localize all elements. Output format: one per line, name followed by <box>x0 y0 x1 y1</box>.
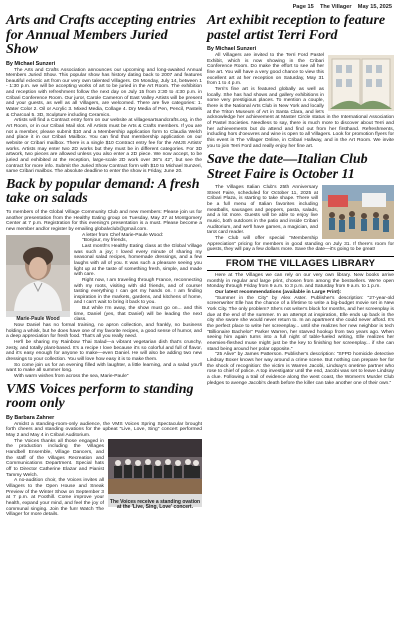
photo-caption: Marie-Paule Wood <box>16 315 60 322</box>
paragraph: A letter from Chef Marie-Paule Wood: <box>82 232 164 238</box>
street-faire-photo <box>322 185 394 239</box>
article-vms-voices <box>6 383 202 518</box>
page-number: Page 15 <box>292 4 314 10</box>
paragraph: Terri's fine art is featured globally as well as locally. She has had shows and gallery exhibitions in some very prestigious places. To mention a couple, there is the National Arts Club in New York and locally at the Triton Museum of Art in Santa Clara, and let's acknowledge her achievement at Master Circle status in the International Association of Pastel Societies. Needless to say, there is much more to discover about Terri and her achievements but do attend and find out from her firsthand. Refreshments, including hors d'oeuvres and wine is open to all Villagers. Look for promotion flyers for this event in The Villager Online, in Cribari Hallway, and in the Art Room. We invite you to join Terri Ford and really enjoy her fine art. <box>207 86 394 149</box>
paragraph: The Arts and Crafts Association announces our upcoming and long-awaited Annual Members Juried Show. This popular show has history dating back to 2007 and features beautiful eclectic art from our very own talented Villagers. On Monday, July 14, between 1 - 1:30 p.m. we will be accepting works of art to be juried in the Art Room. The exhibition and reception with refreshment follow the next day on July 15 from 2:30 to 4:30 p.m. in Cribari Conference Room. Our juror, Carole Cameron of East Valley Artists will be present and your guests, as well as all Villagers, are welcomed. There are five categories: 1. Water Color 2. Oil or Acrylic 3. Mixed Media, Collage 4. Dry Media of Pen, Pencil, Pastels & Charcoal 5. 3D, Sculpture including Ceramics. <box>6 67 202 118</box>
headline-vms-voices: VMS Voices perform to standing room only <box>6 381 194 412</box>
paragraph: But while I'm away, the show must go on... and this time, Daniel (yes, that Daniel) will be leading the next class. <box>74 306 202 323</box>
choir-image <box>108 439 202 494</box>
paragraph: All Villagers are invited to the Terri Ford Pastel Exhibit, which is now showing in the Cribari Conference Room. Do make the effort to see all her fine art. You will have a very good chance to view this excellent art at her reception on Saturday, May 31 from 1 to 4 p.m. <box>207 53 324 87</box>
painting-image <box>328 55 394 111</box>
headline-art-exhibit: Art exhibit reception to feature pastel artist Terri Ford <box>207 13 386 43</box>
page-header <box>293 4 392 10</box>
paragraph: To members of the Global Village Community Club and new members: Please join us for another presentation from the Healthy Eating group on Tuesday, May 27 at Montgomery Center at 7 p.m. Registration for this evening's presentation is a must. Please become a new member and/or register by emailing globalvclub@gmail.com. <box>6 209 202 232</box>
pastel-painting-photo <box>328 55 394 111</box>
paragraph: He'll be sharing my Rainbow Thai Salad—a vibrant vegetarian dish that's crunchy, zesty, and totally plant-based. It's a recipe I love because it's so colorful and full of flavor, and it's easy enough for anyone to make—even Daniel. He will also be adding two new dressings to your collection. You will love how easy it is to make them. <box>6 340 202 363</box>
paragraph: Now Daniel has no formal training, no apron collection, and frankly, no business holding a whisk, but he does have one of my favorite recipes, a good sense of humor, and a deep appreciation for fresh food. That's all you really need. <box>6 323 202 340</box>
paragraph: Amidst a standing-room-only audience, the VMS Voices Spring Spectacular brought forth cheers and standing ovations for the upbeat "Live, Love, Sing" concert performed May 2 and May 4 in Cribari Auditorium. <box>6 421 202 438</box>
paragraph: A no-audition choir, the Voices invites all Villagers to the Open House and Sneak Preview of the Winter Show on September 3 at 7 p.m. at Foothill. Come improve your health, expand your mind, and feel the joy of communal singing. Join the fun! Watch The Villager for more details. <box>6 478 104 518</box>
paragraph: The Villages Italian Club's 25th Anniversary Street Faire, scheduled for October 11, 2025 at Cribari Plaza, is starting to take shape. There will be a full menu of Italian favorites including meatballs, sausages and peppers, pasta, salads, and a lot more. Guests will be able to enjoy live music, both outdoors in the patio and inside Cribari Auditorium, and we'll have games, a magician, and tarot card reader. <box>207 185 318 236</box>
headline-arts-crafts: Arts and Crafts accepting entries for Annual Members Juried Show <box>6 13 196 57</box>
paragraph: The Voices thanks all those engaged in the production including the Villages Handbell Ensemble, Village Dancers, and the staff of the Villages Recreation and Communications Department. Special hats off to Director Catherine Elazar and Pianist Tammy Welch. <box>6 438 104 478</box>
issue-date: May 15, 2025 <box>357 4 392 10</box>
byline: By Michael Sunzeri <box>6 60 56 67</box>
paragraph: Artists will find a Contract entry form on our website at villagesartsandcrafts.org, in the Art Room, or in our Cribari Mail slot. All Artists must be Arts & Crafts members. If you are not a member, please submit $10 and a Membership application form to Claudia Welch and place it in our Cribari Mailbox. You can find that membership application on our website or Cribari mailbox. There is a single $10 Contract entry fee for the AMJS Artists' works. Artists may enter two 2D works but they must be in different categories. For 3D artwork, two pieces are allowed unless you also enter a 2D piece. We now accept, to be juried and exhibited at the reception, large-scale 2D work over 36"x 42", but see the contract for more info. Submit the Juried Show Contract form with $10 to Michael Sunzeri, same Cribari mailbox. The absolute deadline to enter the show is Friday, June 20. <box>6 118 202 175</box>
headline-italian-club: Save the date—Italian Club Street Faire is October 11 <box>207 152 368 182</box>
article-salads <box>6 178 202 380</box>
left-column <box>6 12 202 518</box>
chef-portrait-image <box>6 235 70 311</box>
paragraph: So come join us for an evening filled with laughter, a little learning, and a salad you'll want to make all summer long. <box>6 362 202 374</box>
paragraph: "25 Alive" by James Patterson. Publisher's description: "SFPD homicide detective Lindsay Boxer knows her way around a crime scene. But nothing can prepare her for the shock of recognition: the victim is Warren Jacobi, Lindsay's onetime partner who rose to chief of police. A top investigator until the end, Jacobi was set to leave Lindsay a clue. Following a trail of evidence along the west coast, the Women's Murder Club pledges to avenge Jacobi's death before the killer can take another one of their own." <box>207 352 394 386</box>
paragraph: The Club will offer special "Membership Appreciation" pricing for members in good standing on July 31. If there's room for guests, they will pay a few dollars more. Save the date—it's going to be great! <box>207 236 394 253</box>
byline: By Barbara Zahner <box>6 414 55 421</box>
photo-caption: The Voices receive a standing ovation at the 'Live, Sing, Love' concert. <box>109 498 201 511</box>
byline: By Michael Sunzeri <box>207 46 257 52</box>
paragraph: "Summer in the City" by Alex Aster. Publisher's description: "27-year-old screenwriter Elle has the chance of a lifetime to write a big-budget movie set in New York City. The only problem? She's not writer's block for months, and her screenplay is due at the end of the summer. In an attempt at inspiration, Elle ends up back in the city she swore she would never return to. In an apartment she could never afford. It's the perfect place to write her screenplay... until she realizes her new neighbor is tech "Billionaire Bachelor" Parker Warren, her starved hookup from two years ago. When seeing him again turns into a full night of table-fueled writing, Elle realizes her enemies-fleshed muse might just be the key to finishing her screenplay... if she can stand being around her polar opposite." <box>207 295 394 352</box>
article-terri-ford <box>207 14 394 149</box>
paragraph: Our latest recommendations (available in Large Print): <box>215 290 342 295</box>
chef-photo <box>6 235 70 322</box>
library-section-title: FROM THE VILLAGES LIBRARY <box>207 256 394 271</box>
paragraph: With warm wishes from across the sea, Marie-Paule" <box>14 374 129 379</box>
article-italian-club <box>207 153 394 253</box>
library-section <box>207 256 394 386</box>
publication-name: The Villager <box>319 4 352 10</box>
paragraph: Last month's Healthy Eating class at the Global Village was such a joy; I loved every minute of sharing my seasonal salad recipes, homemade dressings, and a few laughs with all of you. It was such a pleasure seeing you light up at the taste of something fresh, simple, and made with care. <box>74 243 202 278</box>
faire-crowd-image <box>322 185 394 239</box>
article-arts-crafts <box>6 14 202 175</box>
choir-photo <box>108 439 202 511</box>
paragraph: Right now, I am traveling through France, reconnecting with my roots, visiting with old friends, and of course! tasting everything I can get my hands on. I am finding inspiration in the markets, gardens, and kitchens of home, and I can't wait to bring it back to you. <box>74 277 202 306</box>
right-column <box>207 12 394 386</box>
headline-salads: Back by popular demand: A fresh take on salads <box>6 176 200 207</box>
paragraph: "Bonjour, my friends, <box>82 238 127 244</box>
paragraph: Here at The Villages we can rely on our very own library. New books arrive monthly in regular and large print, chosen from among the bestsellers. We're open Monday through Friday from 9 a.m. to 3 p.m. and Saturday from 9 a.m. to 1 p.m. <box>207 273 394 290</box>
